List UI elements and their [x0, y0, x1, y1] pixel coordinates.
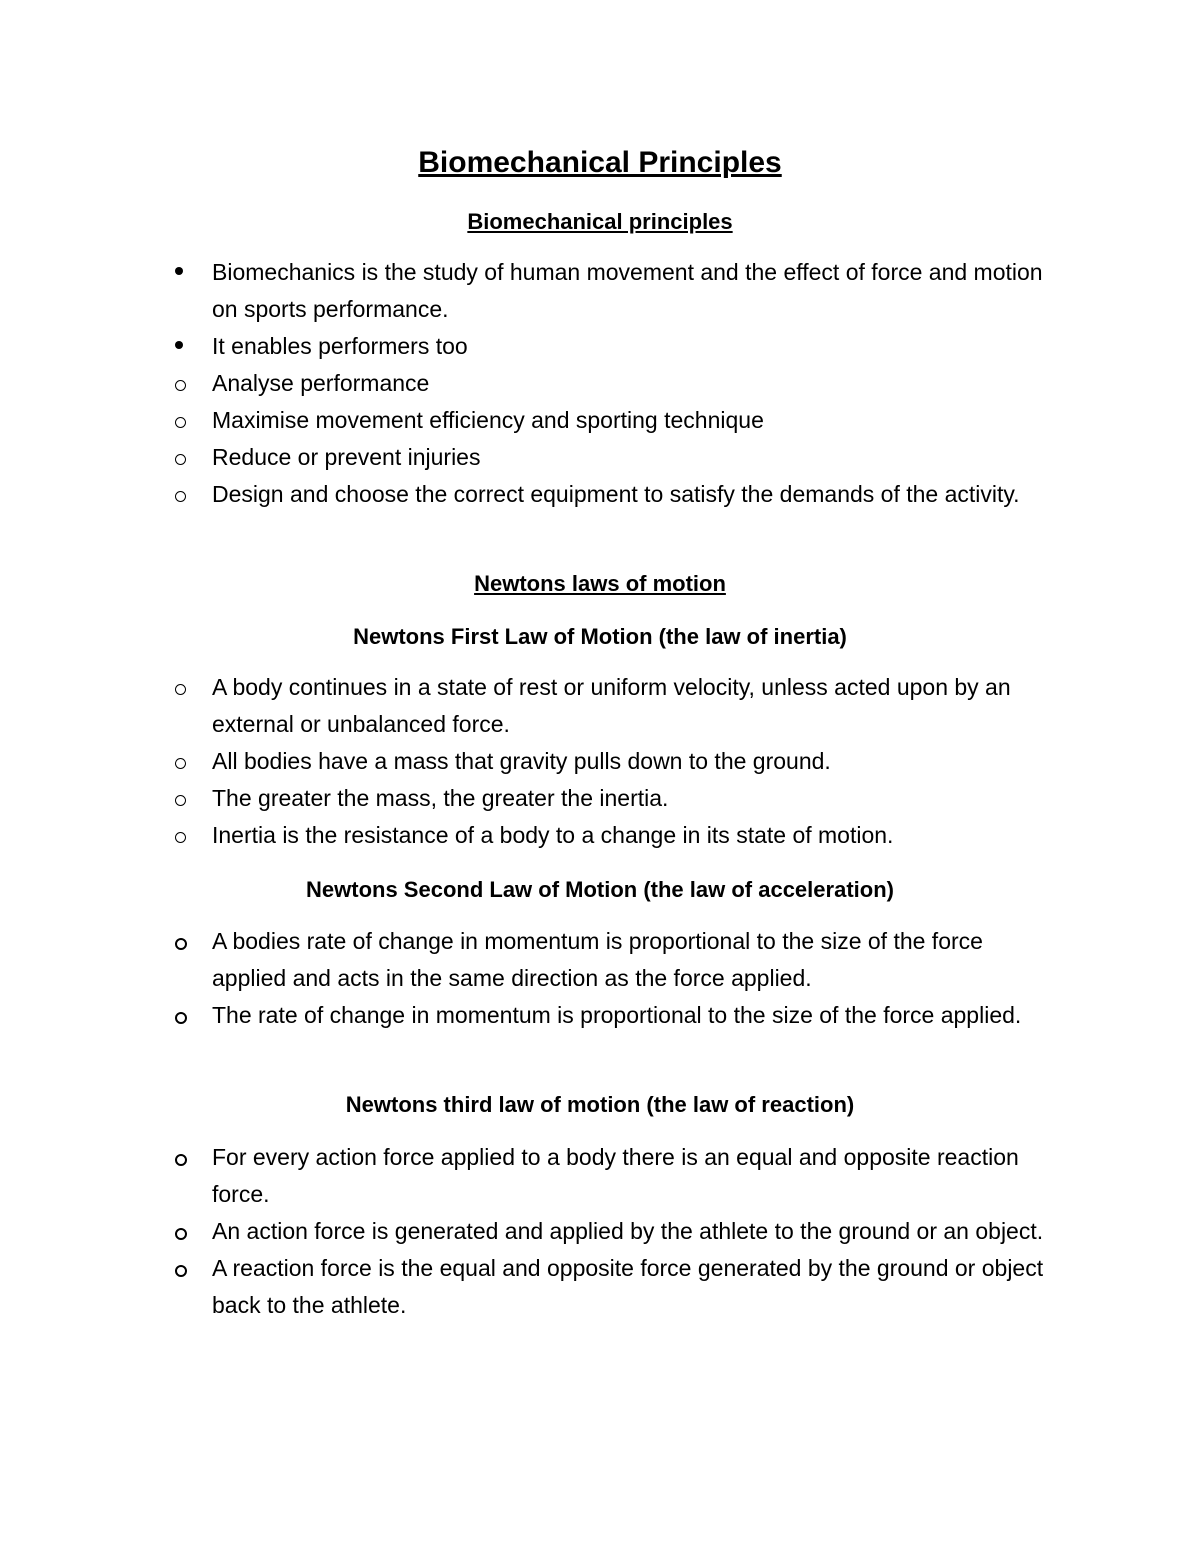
- list-item-text: Inertia is the resistance of a body to a change in its state of motion.: [212, 822, 894, 848]
- list-item: [0, 1213, 1200, 1250]
- list-item-text: A body continues in a state of rest or uniform velocity, unless acted upon by an external or unbalanced force.: [212, 674, 1011, 737]
- third-law-list: [0, 1139, 1200, 1324]
- page-title: Biomechanical Principles: [418, 146, 782, 179]
- list-item: [0, 923, 1200, 997]
- list-item: [0, 817, 1200, 854]
- list-item: [0, 1139, 1200, 1213]
- list-item: [0, 780, 1200, 817]
- list-item: [0, 254, 1200, 328]
- section-heading-third-law: Newtons third law of motion (the law of reaction): [345, 1092, 855, 1117]
- section-heading-newtons-laws: Newtons laws of motion: [474, 571, 726, 596]
- section-heading-first-law: Newtons First Law of Motion (the law of inertia): [353, 624, 847, 649]
- list-item: [0, 328, 1200, 365]
- list-item-text: For every action force applied to a body there is an equal and opposite reaction force.: [212, 1144, 1019, 1207]
- list-item-text: Analyse performance: [212, 370, 430, 396]
- section-heading-second-law: Newtons Second Law of Motion (the law of acceleration): [306, 877, 894, 902]
- list-item: [0, 1250, 1200, 1324]
- second-law-list: [0, 923, 1200, 1034]
- list-item-text: Maximise movement efficiency and sporting technique: [212, 407, 764, 433]
- section-heading-biomechanical-principles: Biomechanical principles: [467, 209, 733, 234]
- list-item-text: Design and choose the correct equipment to satisfy the demands of the activity.: [212, 481, 1020, 507]
- list-item-text: A bodies rate of change in momentum is proportional to the size of the force applied and acts in the same direction as the force applied.: [212, 928, 983, 991]
- list-item-text: All bodies have a mass that gravity pulls down to the ground.: [212, 748, 831, 774]
- list-item-text: An action force is generated and applied by the athlete to the ground or an object.: [212, 1218, 1044, 1244]
- list-item: [0, 365, 1200, 402]
- list-item-text: A reaction force is the equal and opposite force generated by the ground or object back to the athlete.: [212, 1255, 1044, 1318]
- list-item: [0, 997, 1200, 1034]
- list-item-text: The rate of change in momentum is proportional to the size of the force applied.: [212, 1002, 1022, 1028]
- list-item-text: The greater the mass, the greater the inertia.: [212, 785, 669, 811]
- list-item: [0, 439, 1200, 476]
- list-item: [0, 402, 1200, 439]
- list-item: [0, 669, 1200, 743]
- biomechanics-list: [0, 254, 1200, 513]
- list-item-text: Reduce or prevent injuries: [212, 444, 481, 470]
- list-item-text: It enables performers too: [212, 333, 468, 359]
- list-item: [0, 476, 1200, 513]
- list-item: [0, 743, 1200, 780]
- first-law-list: [0, 669, 1200, 854]
- list-item-text: Biomechanics is the study of human movement and the effect of force and motion on sports performance.: [212, 259, 1043, 322]
